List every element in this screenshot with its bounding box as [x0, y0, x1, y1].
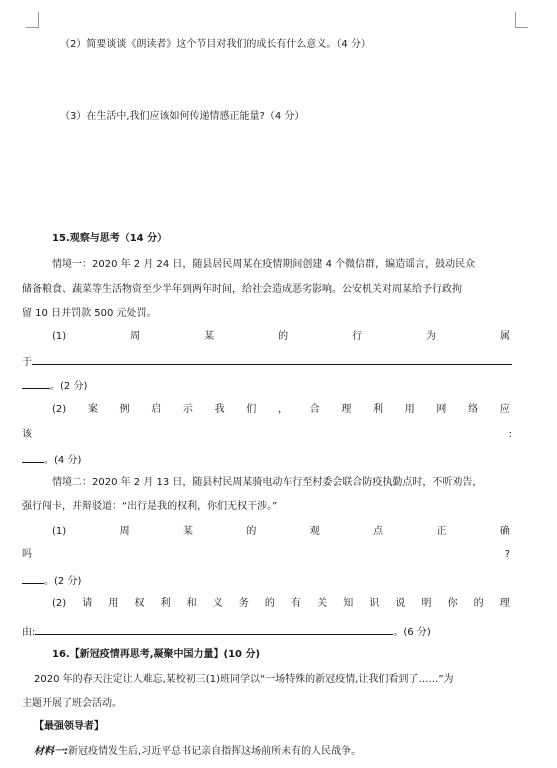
word: 某 — [182, 526, 193, 537]
word: 观 — [309, 526, 320, 537]
word: 属 — [499, 331, 510, 342]
word: 示 — [182, 404, 193, 415]
word: (1) — [52, 331, 67, 342]
question-16-title: 16.【新冠疫情再思考,凝聚中国力量】(10 分) — [52, 649, 261, 660]
word: 正 — [436, 526, 447, 537]
word: 用 — [404, 404, 415, 415]
answer-blank[interactable] — [22, 451, 44, 463]
scenario-1-line-1: 情境一：2020 年 2 月 24 日，随县居民周某在疫情期间创建 4 个微信群，编造谣言，鼓动民众 — [52, 259, 476, 270]
question-15-3-continuation — [22, 548, 510, 562]
scenario-1-line-2: 储备粮食、蔬菜等生活物资至少半年到两年时间，给社会造成恶劣影响。公安机关对周某给予行政拘 — [22, 284, 462, 295]
word: 吗 — [22, 549, 32, 560]
word: 启 — [151, 404, 162, 415]
question-14-3: （3）在生活中,我们应该如何传递情感正能量?（4 分） — [60, 111, 305, 122]
question-15-4-prompt — [52, 597, 510, 611]
question-15-4-answer-line — [22, 623, 431, 640]
question-15-3-answer-line — [22, 572, 81, 589]
word: 知 — [343, 598, 354, 609]
answer-blank[interactable] — [35, 623, 393, 635]
word: 明 — [421, 598, 432, 609]
question-15-2-answer-line — [22, 451, 81, 468]
score-text: 。(2 分) — [44, 576, 82, 587]
question-mark: ? — [504, 549, 510, 560]
word: 点 — [373, 526, 384, 537]
word: 应 — [499, 404, 510, 415]
word: 关 — [317, 598, 328, 609]
word: 该 — [22, 429, 32, 440]
question-15-1-answer-line-2 — [22, 377, 87, 394]
question-15-title: 15.观察与思考（14 分） — [52, 233, 168, 244]
scenario-1-line-3: 留 10 日并罚款 500 元处罚。 — [22, 308, 157, 319]
word: 某 — [204, 331, 215, 342]
word: 的 — [264, 598, 275, 609]
word: 有 — [291, 598, 302, 609]
word: 网 — [436, 404, 447, 415]
word: 利 — [160, 598, 171, 609]
score-text: 。(2 分) — [50, 381, 88, 392]
word: 权 — [134, 598, 145, 609]
answer-blank[interactable] — [32, 353, 512, 365]
word: 理 — [341, 404, 352, 415]
word: 的 — [246, 526, 257, 537]
score-text: 。(4 分) — [44, 455, 82, 466]
word: 为 — [426, 331, 437, 342]
word: 案 — [87, 404, 98, 415]
question-15-2-continuation — [22, 428, 512, 442]
word: (2) — [52, 598, 67, 609]
word: 的 — [473, 598, 484, 609]
question-16-intro-line-1: 2020 年的春天注定让人难忘,某校初三(1)班同学以“一场特殊的新冠疫情,让我们看到了……”为 — [34, 674, 454, 685]
word: (2) — [52, 404, 67, 415]
section-heading-strongest-leader: 【最强领导者】 — [34, 721, 104, 732]
material-label: 材料一: — [34, 746, 68, 757]
word: 合 — [309, 404, 320, 415]
word: 请 — [82, 598, 93, 609]
crop-mark-top-right — [515, 12, 528, 28]
scenario-2-line-1: 情境二：2020 年 2 月 13 日，随县村民周某骑电动车行至村委会联合防疫执勤点时，不听劝告， — [52, 477, 483, 488]
prefix-text: 由: — [22, 627, 36, 638]
word: 理 — [499, 598, 510, 609]
word: 络 — [468, 404, 479, 415]
material-text: 新冠疫情发生后,习近平总书记亲自指挥这场前所未有的人民战争。 — [68, 746, 362, 757]
word: 利 — [373, 404, 384, 415]
word: 说 — [395, 598, 406, 609]
word: 务 — [238, 598, 249, 609]
word: 你 — [447, 598, 458, 609]
scenario-2-line-2: 强行闯卡，并辩驳道：“出行是我的权利，你们无权干涉。” — [22, 501, 278, 512]
word: 们 — [246, 404, 257, 415]
word: ， — [277, 404, 288, 415]
word: 我 — [214, 404, 225, 415]
word: 周 — [119, 526, 130, 537]
word: 行 — [352, 331, 363, 342]
prefix-text: 于 — [22, 357, 32, 368]
word: 确 — [499, 526, 510, 537]
word: 例 — [119, 404, 130, 415]
score-text: 。(6 分) — [393, 627, 431, 638]
material-1 — [34, 745, 361, 759]
question-15-3-prompt — [52, 525, 510, 539]
question-16-intro-line-2: 主题开展了班会活动。 — [22, 698, 122, 709]
word: 周 — [130, 331, 141, 342]
word: (1) — [52, 526, 67, 537]
question-14-2: （2）简要谈谈《朗读者》这个节目对我们的成长有什么意义。（4 分） — [60, 39, 371, 50]
word: 的 — [278, 331, 289, 342]
word: 和 — [186, 598, 197, 609]
question-15-1-answer-line-1 — [22, 353, 512, 370]
answer-blank[interactable] — [22, 377, 50, 389]
colon: : — [508, 429, 512, 440]
crop-mark-top-left — [26, 12, 39, 28]
question-15-1-prompt — [52, 330, 510, 344]
word: 义 — [212, 598, 223, 609]
question-15-2-prompt — [52, 403, 510, 417]
word: 识 — [369, 598, 380, 609]
word: 用 — [108, 598, 119, 609]
answer-blank[interactable] — [22, 572, 44, 584]
